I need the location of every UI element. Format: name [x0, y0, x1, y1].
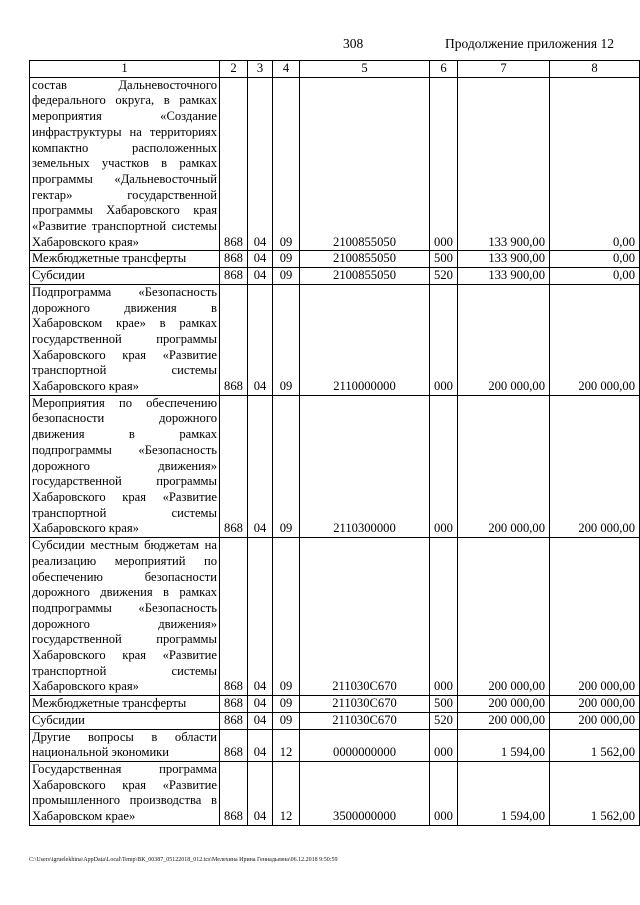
continuation-label: Продолжение приложения 12 — [444, 36, 614, 51]
row-description: Субсидии — [30, 268, 220, 285]
table-row — [30, 761, 640, 825]
table-row — [30, 77, 640, 251]
section-code: 04 — [248, 761, 273, 825]
row-description: Другие вопросы в области национальной экономики — [30, 729, 220, 761]
subsection-code: 12 — [273, 729, 300, 761]
column-number: 6 — [430, 61, 458, 78]
ministry-code: 868 — [220, 77, 248, 251]
section-code: 04 — [248, 696, 273, 713]
section-code: 04 — [248, 268, 273, 285]
target-article-code: 2110300000 — [300, 395, 430, 537]
page-number: 308 — [343, 36, 364, 51]
amount-year-1: 200 000,00 — [458, 696, 550, 713]
page-header — [0, 36, 640, 56]
expense-type-code: 000 — [430, 77, 458, 251]
table-row — [30, 712, 640, 729]
section-code: 04 — [248, 729, 273, 761]
section-code: 04 — [248, 538, 273, 696]
amount-year-1: 200 000,00 — [458, 395, 550, 537]
table-row — [30, 696, 640, 713]
column-number: 1 — [30, 61, 220, 78]
target-article-code: 0000000000 — [300, 729, 430, 761]
footer-path: C:\Users\igruelekhina\AppData\Local\Temp\ВК_00387_05122018_012.tcs\Мелехина Ирина Геннадьевна\06.12.2018 9:50:59 — [29, 857, 338, 863]
column-number-row — [30, 61, 640, 78]
amount-year-1: 200 000,00 — [458, 712, 550, 729]
table-row — [30, 268, 640, 285]
amount-year-1: 200 000,00 — [458, 284, 550, 395]
amount-year-2: 1 562,00 — [550, 761, 640, 825]
column-number: 5 — [300, 61, 430, 78]
budget-table — [29, 60, 640, 826]
expense-type-code: 000 — [430, 284, 458, 395]
ministry-code: 868 — [220, 696, 248, 713]
row-description: Межбюджетные трансферты — [30, 251, 220, 268]
expense-type-code: 520 — [430, 268, 458, 285]
target-article-code: 2100855050 — [300, 268, 430, 285]
row-description: Подпрограмма «Безопасность дорожного движения в Хабаровском крае» в рамках государственной программы Хабаровского края «Развитие транспортной системы Хабаровского края» — [30, 284, 220, 395]
target-article-code: 2110000000 — [300, 284, 430, 395]
ministry-code: 868 — [220, 268, 248, 285]
ministry-code: 868 — [220, 729, 248, 761]
subsection-code: 09 — [273, 538, 300, 696]
ministry-code: 868 — [220, 284, 248, 395]
table-row — [30, 538, 640, 696]
ministry-code: 868 — [220, 251, 248, 268]
amount-year-2: 1 562,00 — [550, 729, 640, 761]
amount-year-1: 133 900,00 — [458, 77, 550, 251]
column-number: 4 — [273, 61, 300, 78]
expense-type-code: 500 — [430, 696, 458, 713]
ministry-code: 868 — [220, 538, 248, 696]
amount-year-2: 200 000,00 — [550, 284, 640, 395]
amount-year-2: 0,00 — [550, 251, 640, 268]
amount-year-2: 200 000,00 — [550, 696, 640, 713]
column-number: 2 — [220, 61, 248, 78]
row-description: Государственная программа Хабаровского края «Развитие промышленного производства в Хабаровском крае» — [30, 761, 220, 825]
column-number: 7 — [458, 61, 550, 78]
subsection-code: 09 — [273, 284, 300, 395]
amount-year-2: 0,00 — [550, 268, 640, 285]
target-article-code: 211030С670 — [300, 538, 430, 696]
section-code: 04 — [248, 395, 273, 537]
expense-type-code: 000 — [430, 395, 458, 537]
target-article-code: 2100855050 — [300, 251, 430, 268]
row-description: Субсидии — [30, 712, 220, 729]
ministry-code: 868 — [220, 761, 248, 825]
subsection-code: 09 — [273, 251, 300, 268]
amount-year-1: 133 900,00 — [458, 251, 550, 268]
amount-year-2: 0,00 — [550, 77, 640, 251]
expense-type-code: 000 — [430, 761, 458, 825]
subsection-code: 09 — [273, 77, 300, 251]
amount-year-1: 200 000,00 — [458, 538, 550, 696]
subsection-code: 09 — [273, 696, 300, 713]
table-row — [30, 251, 640, 268]
section-code: 04 — [248, 712, 273, 729]
amount-year-2: 200 000,00 — [550, 395, 640, 537]
expense-type-code: 000 — [430, 729, 458, 761]
amount-year-1: 1 594,00 — [458, 729, 550, 761]
row-description: Межбюджетные трансферты — [30, 696, 220, 713]
amount-year-1: 1 594,00 — [458, 761, 550, 825]
section-code: 04 — [248, 77, 273, 251]
expense-type-code: 520 — [430, 712, 458, 729]
column-number: 8 — [550, 61, 640, 78]
section-code: 04 — [248, 251, 273, 268]
ministry-code: 868 — [220, 395, 248, 537]
subsection-code: 09 — [273, 712, 300, 729]
subsection-code: 09 — [273, 395, 300, 537]
amount-year-2: 200 000,00 — [550, 712, 640, 729]
column-number: 3 — [248, 61, 273, 78]
expense-type-code: 500 — [430, 251, 458, 268]
row-description: Мероприятия по обеспечению безопасности дорожного движения в рамках подпрограммы «Безопасность дорожного движения» государственной программы Хабаровского края «Развитие транспортной системы Хабаровского края» — [30, 395, 220, 537]
amount-year-1: 133 900,00 — [458, 268, 550, 285]
amount-year-2: 200 000,00 — [550, 538, 640, 696]
row-description: состав Дальневосточного федерального округа, в рамках мероприятия «Создание инфраструктуры на территориях компактно расположенных земельных участков в рамках программы «Дальневосточный гектар» государственной программы Хабаровского края «Развитие транспортной системы Хабаровского края» — [30, 77, 220, 251]
table-row — [30, 729, 640, 761]
target-article-code: 211030С670 — [300, 696, 430, 713]
section-code: 04 — [248, 284, 273, 395]
target-article-code: 2100855050 — [300, 77, 430, 251]
target-article-code: 211030С670 — [300, 712, 430, 729]
subsection-code: 09 — [273, 268, 300, 285]
expense-type-code: 000 — [430, 538, 458, 696]
row-description: Субсидии местным бюджетам на реализацию мероприятий по обеспечению безопасности дорожного движения в рамках подпрограммы «Безопасность дорожного движения» государственной программы Хабаровского края «Развитие транспортной системы Хабаровского края» — [30, 538, 220, 696]
table-row — [30, 395, 640, 537]
target-article-code: 3500000000 — [300, 761, 430, 825]
table-row — [30, 284, 640, 395]
subsection-code: 12 — [273, 761, 300, 825]
ministry-code: 868 — [220, 712, 248, 729]
